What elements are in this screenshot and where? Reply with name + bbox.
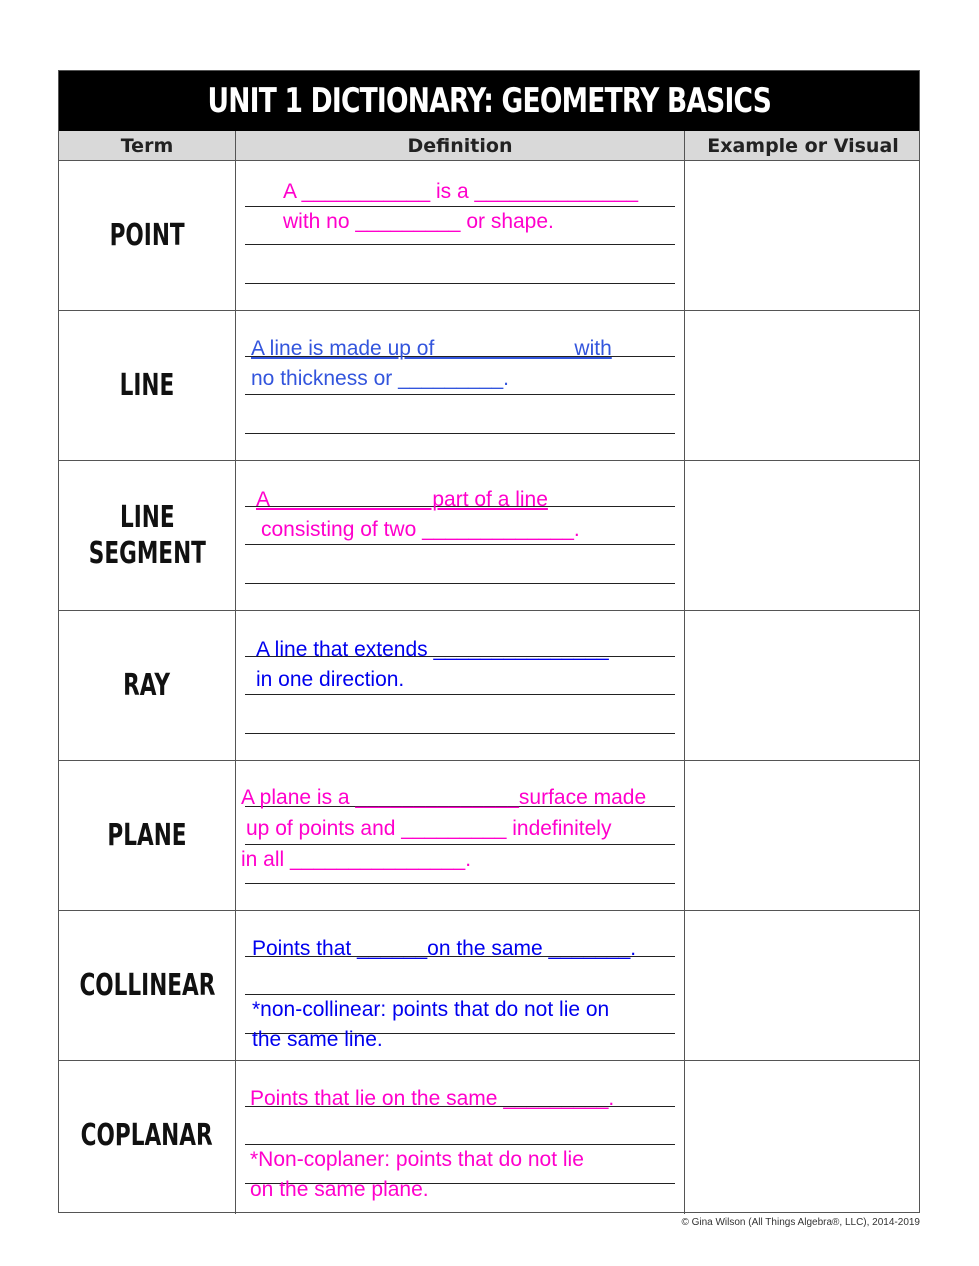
table-row-line — [59, 311, 919, 461]
table-header-row — [59, 131, 919, 161]
definition-line: up of points and _________ indefinitely — [246, 817, 612, 840]
writing-line — [245, 583, 675, 584]
table-row-coplanar — [59, 1061, 919, 1214]
term-label: PLANE — [107, 818, 187, 853]
page-title — [59, 71, 919, 131]
header-definition: Definition — [407, 134, 513, 157]
definition-line: Points that lie on the same _________. — [250, 1087, 615, 1110]
term-label: COPLANAR — [81, 1118, 213, 1153]
table-row-line-segment — [59, 461, 919, 611]
term-cell — [59, 311, 235, 461]
definition-line: A plane is a ______________surface made — [241, 786, 647, 809]
term-cell — [59, 611, 235, 761]
definition-line: *Non-coplaner: points that do not lie — [250, 1148, 584, 1171]
term-label: POINT — [109, 218, 185, 253]
dictionary-sheet — [58, 70, 920, 1213]
copyright-notice: © Gina Wilson (All Things Algebra®, LLC), 2014-2019 — [681, 1217, 920, 1228]
term-cell — [59, 161, 235, 311]
table-row-point — [59, 161, 919, 311]
term-label: COLLINEAR — [79, 968, 215, 1003]
header-example: Example or Visual — [707, 134, 899, 157]
definition-line: the same line. — [252, 1028, 383, 1051]
definition-line: *non-collinear: points that do not lie on — [252, 998, 610, 1021]
term-cell — [59, 461, 235, 611]
writing-line — [245, 433, 675, 434]
table-row-plane — [59, 761, 919, 911]
writing-line — [245, 394, 675, 395]
term-label: LINE SEGMENT — [88, 500, 206, 571]
term-cell — [59, 761, 235, 911]
writing-line — [245, 244, 675, 245]
table-row-ray — [59, 611, 919, 761]
writing-line — [245, 283, 675, 284]
definition-line: A line that extends _______________ — [256, 638, 609, 661]
definition-line: in all _______________. — [241, 848, 472, 871]
definition-line: A ___________ is a ______________ — [283, 180, 639, 203]
page-title-text: UNIT 1 DICTIONARY: GEOMETRY BASICS — [207, 81, 771, 121]
term-cell — [59, 911, 235, 1061]
definition-line: consisting of two _____________. — [261, 518, 580, 541]
writing-line — [245, 883, 675, 884]
definition-line: A line is made up of ___________ with — [251, 337, 612, 360]
term-label: RAY — [123, 668, 171, 703]
term-label: LINE — [119, 368, 175, 403]
table-row-collinear — [59, 911, 919, 1061]
definition-line: no thickness or _________. — [251, 367, 510, 390]
definition-line: Points that ______on the same _______. — [252, 937, 637, 960]
definition-line: in one direction. — [256, 668, 405, 691]
writing-line — [245, 733, 675, 734]
header-term: Term — [120, 134, 174, 157]
term-cell — [59, 1061, 235, 1211]
definition-line: with no _________ or shape. — [283, 210, 554, 233]
definition-line: A _____________ part of a line — [256, 488, 548, 511]
definition-line: on the same plane. — [250, 1178, 429, 1201]
